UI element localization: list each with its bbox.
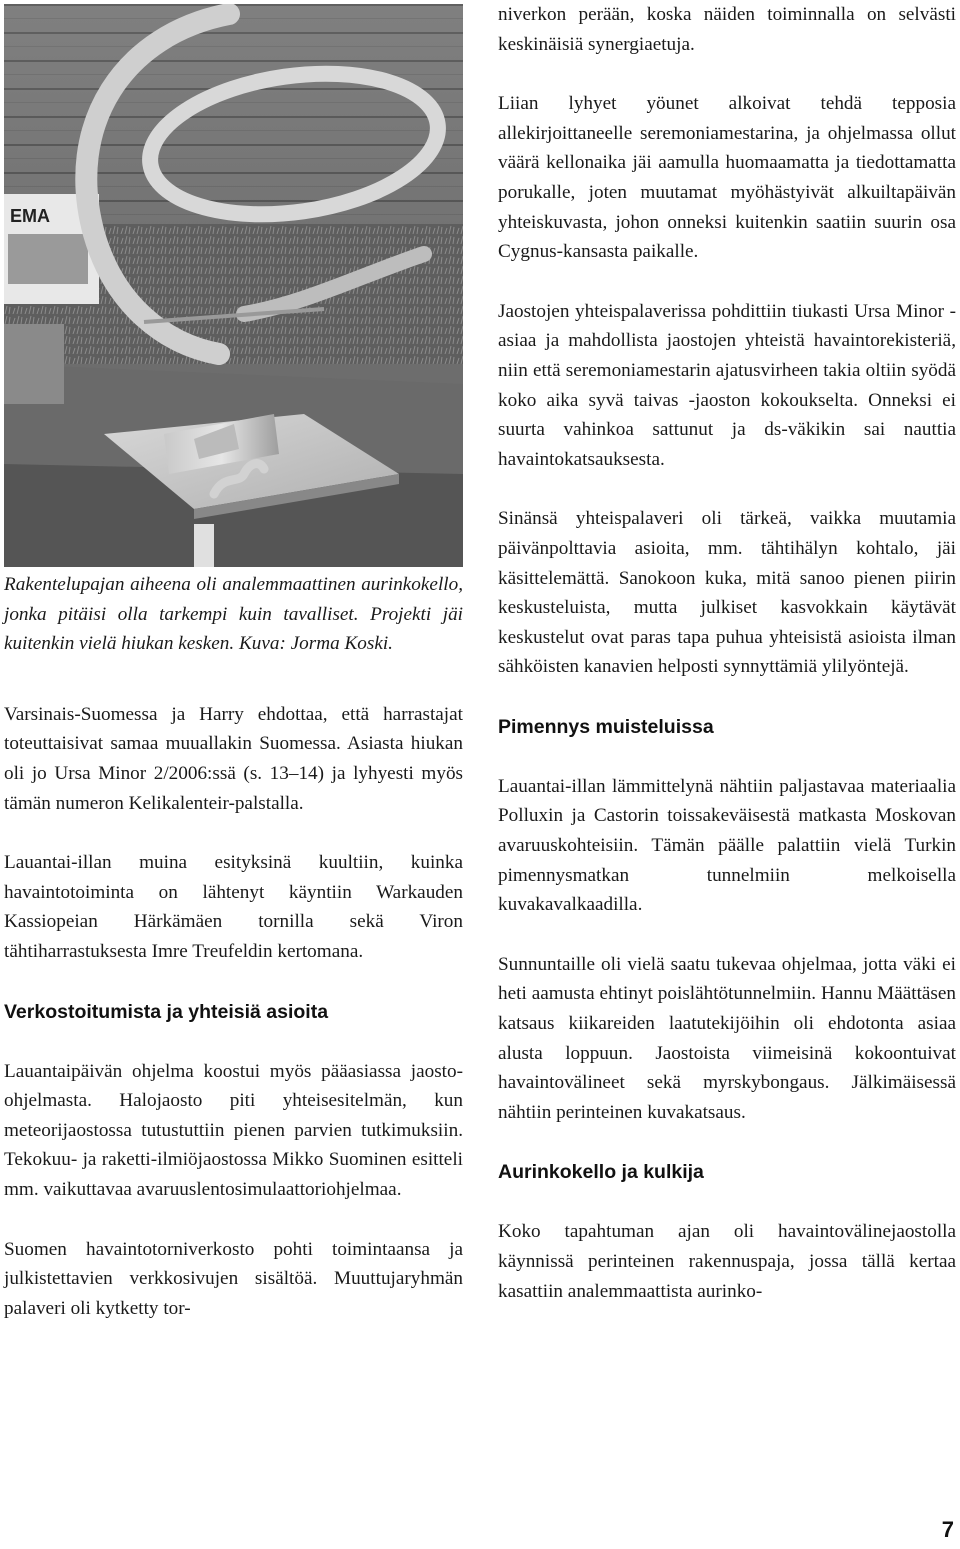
right-paragraph-2: Liian lyhyet yöunet alkoivat tehdä tepposia allekirjoittaneelle seremoniamestarina, ja ohjelmassa ollut väärä kellonaika jäi aamulla huomaamatta ja tiedottamatta porukalle, joten muutamat myöhästyivät alkuiltapäivän yhteiskuvasta, johon onneksi kuitenkin saatiin suurin osa Cygnus-kansasta paikalle. [498, 93, 956, 263]
left-paragraph-4: Suomen havaintotorniverkosto pohti toimintaansa ja julkistettavien verkkosivujen sisältöä. Muuttujaryhmän palaveri oli kytketty tor- [4, 1238, 463, 1319]
section-heading-eclipse: Pimennys muisteluissa [498, 715, 714, 738]
page-number: 7 [941, 1517, 954, 1542]
sign-text: EMA [10, 206, 50, 226]
right-paragraph-4: Sinänsä yhteispalaveri oli tärkeä, vaikka muutamia päivänpolttavia asioita, mm. tähtihälyn kohtalo, jäi käsittelemättä. Sanokoon kuka, mitä sanoo pienen piirin keskusteluista, mutta julkiset kasvokkain käytävät keskustelut ovat paras tapa puhua yhteisistä asioista ilman sähköisten kanavien helposti synnyttämiä ylilyöntejä. [498, 508, 956, 678]
right-column [498, 0, 956, 1306]
photo-caption: Rakentelupajan aiheena oli analemmaattinen aurinkokello, jonka pitäisi olla tarkempi kuin tavalliset. Projekti jäi kuitenkin vielä hiukan kesken. Kuva: Jorma Koski. [4, 574, 463, 655]
right-paragraph-6: Sunnuntaille oli vielä saatu tukevaa ohjelmaa, jotta väki ei heti aamusta ehtinyt poislähtötunnelmiin. Hannu Määttäsen katsaus kiikareiden laatutekijöihin oli ehdotonta asiaa alusta loppuun. Jaostoista viimeisinä kokoontuivat havaintovälineet sekä myrskybongaus. Jälkimäisessä nähtiin perinteinen kuvakatsaus. [498, 953, 956, 1123]
left-column [4, 570, 463, 1323]
left-paragraph-3: Lauantaipäivän ohjelma koostui myös pääasiassa jaosto-ohjelmasta. Halojaosto piti yhteisesitelmän, kun meteorijaostossa tutustuttiin pienen parvien tutkimuksiin. Tekokuu- ja raketti-ilmiöjaostossa Mikko Suominen esitteli mm. vaikuttavaa avaruuslentosimulaattoriohjelmaa. [4, 1060, 463, 1200]
right-paragraph-5: Lauantai-illan lämmittelynä nähtiin paljastavaa materiaalia Polluxin ja Castorin toissakeväisestä matkasta Moskovan avaruuskohteisiin. Tämän päälle palattiin vielä Turkin pimennysmatkan tunnelmiin melkoisella kuvakavalkaadilla. [498, 775, 956, 916]
left-paragraph-1: Varsinais-Suomessa ja Harry ehdottaa, että harrastajat toteuttaisivat samaa muuallakin Suomessa. Asiasta hiukan oli jo Ursa Minor 2/2006:ssä (s. 13–14) ja lyhyesti myös tämän numeron Kelikalenteir-palstalla. [4, 703, 463, 814]
left-paragraph-2: Lauantai-illan muina esityksinä kuultiin, kuinka havaintotoiminta on lähtenyt käyntiin Warkauden Kassiopeian Härkämäen tornilla sekä Viron tähtiharrastuksesta Imre Treufeldin kertomana. [4, 852, 463, 962]
sundial-photo [4, 4, 463, 567]
right-paragraph-1: niverkon perään, koska näiden toiminnalla on selvästi keskinäisiä synergiaetuja. [498, 4, 956, 55]
right-paragraph-7: Koko tapahtuman ajan oli havaintovälinejaostolla käynnissä perinteinen rakennuspaja, jossa tällä kertaa kasattiin analemmaattista aurinko- [498, 1221, 956, 1302]
section-heading-networking: Verkostoitumista ja yhteisiä asioita [4, 1000, 329, 1023]
section-heading-sundial: Aurinkokello ja kulkija [498, 1161, 704, 1184]
right-paragraph-3: Jaostojen yhteispalaverissa pohdittiin tiukasti Ursa Minor -asiaa ja mahdollista jaostojen yhteistä havaintorekisteriä, niin että seremoniamestarin ajatusvirheen takia oltiin syödä koko aika syvä taivas -jaoston kokoukselta. Onneksi ei suurta vahinkoa sattunut ja ds-väkikin sai nauttia havaintokatsauksesta. [498, 300, 956, 470]
